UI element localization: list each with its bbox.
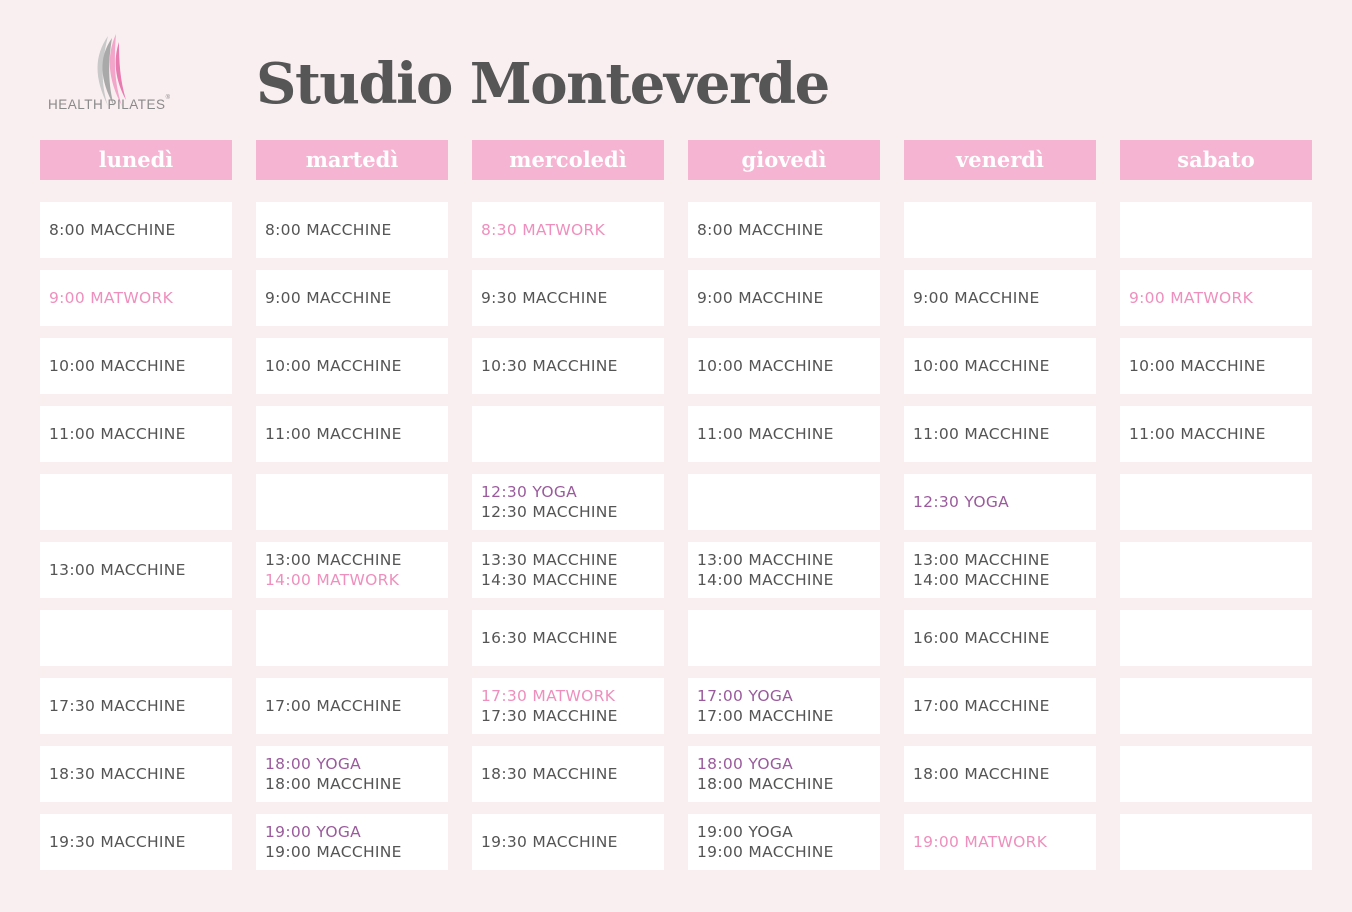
- day-header: sabato: [1120, 140, 1312, 180]
- class-slot: [472, 746, 664, 802]
- class-slot: [256, 746, 448, 802]
- class-entry-macchine: 10:30 MACCHINE: [481, 357, 618, 375]
- class-slot: [472, 270, 664, 326]
- class-entry-macchine: 17:30 MACCHINE: [49, 697, 186, 715]
- class-entry-macchine: 11:00 MACCHINE: [49, 425, 186, 443]
- class-entry-yoga: 12:30 YOGA: [481, 483, 578, 501]
- class-slot: [1120, 406, 1312, 462]
- class-slot: [688, 814, 880, 870]
- empty-slot: [256, 474, 448, 530]
- class-entry-macchine: 18:00 MACCHINE: [913, 765, 1050, 783]
- class-slot: [904, 406, 1096, 462]
- class-entry-macchine: 9:30 MACCHINE: [481, 289, 608, 307]
- class-entry-macchine: 10:00 MACCHINE: [49, 357, 186, 375]
- class-entry-yoga: 18:00 YOGA: [697, 755, 794, 773]
- class-entry-macchine: 19:00 YOGA: [697, 823, 794, 841]
- class-slot: [40, 746, 232, 802]
- class-entry-matwork: 19:00 MATWORK: [913, 833, 1048, 851]
- class-slot: [904, 610, 1096, 666]
- class-entry-macchine: 14:00 MACCHINE: [913, 571, 1050, 589]
- class-slot: [472, 202, 664, 258]
- class-slot: [472, 542, 664, 598]
- class-slot: [256, 814, 448, 870]
- class-entry-yoga: 18:00 YOGA: [265, 755, 362, 773]
- class-entry-macchine: 10:00 MACCHINE: [913, 357, 1050, 375]
- class-entry-macchine: 8:00 MACCHINE: [265, 221, 392, 239]
- class-entry-macchine: 14:30 MACCHINE: [481, 571, 618, 589]
- class-entry-matwork: 14:00 MATWORK: [265, 571, 400, 589]
- class-entry-macchine: 13:00 MACCHINE: [913, 551, 1050, 569]
- class-entry-matwork: 9:00 MATWORK: [1129, 289, 1254, 307]
- class-entry-macchine: 17:00 MACCHINE: [265, 697, 402, 715]
- class-slot: [904, 542, 1096, 598]
- page-title: Studio Monteverde: [256, 51, 829, 117]
- class-entry-macchine: 10:00 MACCHINE: [265, 357, 402, 375]
- empty-slot: [1120, 202, 1312, 258]
- class-slot: [688, 338, 880, 394]
- class-entry-macchine: 19:30 MACCHINE: [49, 833, 186, 851]
- class-entry-macchine: 14:00 MACCHINE: [697, 571, 834, 589]
- class-entry-macchine: 19:00 MACCHINE: [265, 843, 402, 861]
- empty-slot: [1120, 542, 1312, 598]
- day-header: martedì: [256, 140, 448, 180]
- empty-slot: [688, 474, 880, 530]
- class-entry-matwork: 9:00 MATWORK: [49, 289, 174, 307]
- class-entry-macchine: 12:30 MACCHINE: [481, 503, 618, 521]
- class-slot: [472, 474, 664, 530]
- class-slot: [40, 338, 232, 394]
- day-header: lunedì: [40, 140, 232, 180]
- day-column: [472, 140, 664, 851]
- class-entry-macchine: 18:30 MACCHINE: [49, 765, 186, 783]
- class-slot: [472, 610, 664, 666]
- class-entry-macchine: 19:30 MACCHINE: [481, 833, 618, 851]
- class-slot: [256, 542, 448, 598]
- class-slot: [40, 678, 232, 734]
- class-entry-macchine: 18:30 MACCHINE: [481, 765, 618, 783]
- class-slot: [472, 814, 664, 870]
- class-entry-macchine: 11:00 MACCHINE: [913, 425, 1050, 443]
- class-entry-macchine: 17:00 MACCHINE: [697, 707, 834, 725]
- class-entry-macchine: 18:00 MACCHINE: [265, 775, 402, 793]
- empty-slot: [1120, 474, 1312, 530]
- empty-slot: [40, 610, 232, 666]
- empty-slot: [40, 474, 232, 530]
- class-entry-macchine: 11:00 MACCHINE: [265, 425, 402, 443]
- feather-logo-icon: [88, 34, 134, 106]
- class-entry-macchine: 9:00 MACCHINE: [697, 289, 824, 307]
- day-header: mercoledì: [472, 140, 664, 180]
- class-slot: [40, 542, 232, 598]
- class-entry-macchine: 17:00 MACCHINE: [913, 697, 1050, 715]
- class-slot: [1120, 270, 1312, 326]
- class-slot: [472, 678, 664, 734]
- day-column: [256, 140, 448, 861]
- class-entry-macchine: 9:00 MACCHINE: [265, 289, 392, 307]
- class-entry-macchine: 13:00 MACCHINE: [697, 551, 834, 569]
- empty-slot: [1120, 814, 1312, 870]
- day-column: [40, 140, 232, 851]
- class-slot: [1120, 338, 1312, 394]
- class-slot: [688, 406, 880, 462]
- class-entry-macchine: 11:00 MACCHINE: [1129, 425, 1266, 443]
- day-column: [904, 140, 1096, 851]
- class-slot: [40, 270, 232, 326]
- class-slot: [256, 338, 448, 394]
- class-slot: [904, 474, 1096, 530]
- empty-slot: [1120, 610, 1312, 666]
- class-entry-macchine: 16:30 MACCHINE: [481, 629, 618, 647]
- day-column: [688, 140, 880, 861]
- class-entry-macchine: 17:30 MACCHINE: [481, 707, 618, 725]
- class-slot: [688, 746, 880, 802]
- class-entry-macchine: 13:00 MACCHINE: [265, 551, 402, 569]
- class-entry-macchine: 10:00 MACCHINE: [1129, 357, 1266, 375]
- class-entry-yoga: 12:30 YOGA: [913, 493, 1010, 511]
- class-slot: [40, 814, 232, 870]
- class-entry-macchine: 11:00 MACCHINE: [697, 425, 834, 443]
- day-header: venerdì: [904, 140, 1096, 180]
- class-slot: [256, 202, 448, 258]
- class-entry-yoga: 17:00 YOGA: [697, 687, 794, 705]
- class-slot: [256, 406, 448, 462]
- class-slot: [904, 746, 1096, 802]
- logo-wordmark: HEALTH PILATES®: [48, 95, 171, 112]
- empty-slot: [904, 202, 1096, 258]
- class-entry-macchine: 9:00 MACCHINE: [913, 289, 1040, 307]
- class-slot: [688, 678, 880, 734]
- class-slot: [688, 202, 880, 258]
- class-entry-yoga: 19:00 YOGA: [265, 823, 362, 841]
- class-slot: [688, 270, 880, 326]
- class-entry-macchine: 10:00 MACCHINE: [697, 357, 834, 375]
- class-entry-macchine: 8:00 MACCHINE: [697, 221, 824, 239]
- empty-slot: [1120, 678, 1312, 734]
- class-entry-macchine: 13:00 MACCHINE: [49, 561, 186, 579]
- empty-slot: [256, 610, 448, 666]
- class-slot: [472, 338, 664, 394]
- class-slot: [40, 202, 232, 258]
- class-slot: [904, 270, 1096, 326]
- class-entry-macchine: 16:00 MACCHINE: [913, 629, 1050, 647]
- health-pilates-logo: [44, 34, 194, 118]
- class-slot: [40, 406, 232, 462]
- class-slot: [688, 542, 880, 598]
- class-slot: [904, 338, 1096, 394]
- class-slot: [904, 814, 1096, 870]
- class-entry-matwork: 8:30 MATWORK: [481, 221, 606, 239]
- class-entry-matwork: 17:30 MATWORK: [481, 687, 616, 705]
- empty-slot: [472, 406, 664, 462]
- class-entry-macchine: 13:30 MACCHINE: [481, 551, 618, 569]
- class-slot: [256, 678, 448, 734]
- class-entry-macchine: 19:00 MACCHINE: [697, 843, 834, 861]
- class-slot: [256, 270, 448, 326]
- day-column: [1120, 140, 1312, 443]
- class-slot: [904, 678, 1096, 734]
- class-entry-macchine: 18:00 MACCHINE: [697, 775, 834, 793]
- empty-slot: [1120, 746, 1312, 802]
- day-header: giovedì: [688, 140, 880, 180]
- empty-slot: [688, 610, 880, 666]
- class-entry-macchine: 8:00 MACCHINE: [49, 221, 176, 239]
